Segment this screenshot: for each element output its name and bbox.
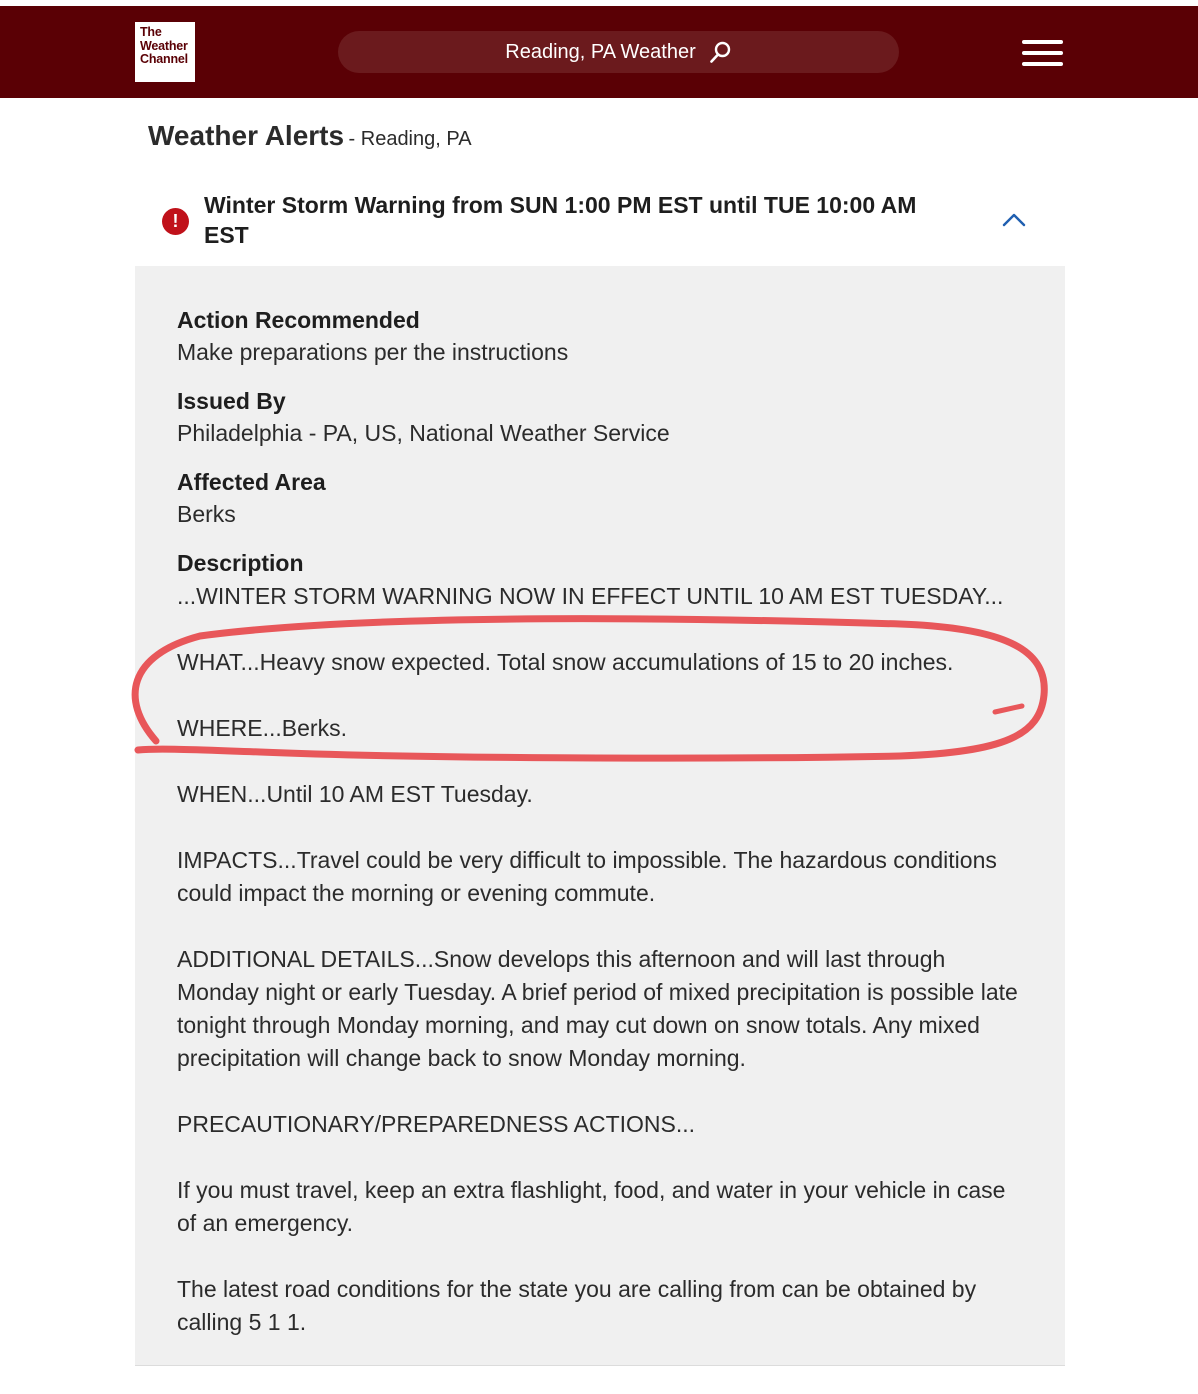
search-icon	[708, 40, 732, 64]
description-body	[177, 580, 1027, 1372]
weather-channel-logo[interactable]	[135, 22, 195, 82]
field-affected-area	[177, 466, 1017, 531]
description-paragraph: WHAT...Heavy snow expected. Total snow accumulations of 15 to 20 inches.	[177, 649, 954, 675]
page-subtitle: - Reading, PA	[348, 128, 472, 150]
alert-exclamation-icon: !	[162, 208, 189, 235]
field-value: Berks	[177, 501, 236, 527]
field-description	[177, 547, 1017, 579]
logo-line: Weather	[140, 38, 188, 53]
field-value: Make preparations per the instructions	[177, 339, 569, 365]
alert-details-panel	[135, 266, 1065, 1366]
logo-line: The	[140, 25, 162, 39]
description-paragraph: If you must travel, keep an extra flashlight, food, and water in your vehicle in case of an emergency.	[177, 1177, 1006, 1236]
field-label: Issued By	[177, 388, 286, 414]
description-paragraph: WHERE...Berks.	[177, 715, 347, 741]
chevron-up-icon[interactable]	[1001, 210, 1027, 228]
hamburger-menu-icon[interactable]	[1022, 40, 1064, 70]
logo-line: Channel	[140, 52, 188, 66]
description-paragraph: ...WINTER STORM WARNING NOW IN EFFECT UNTIL 10 AM EST TUESDAY...	[177, 583, 1004, 609]
field-action-recommended	[177, 304, 1017, 369]
alert-header-toggle[interactable]	[135, 182, 1065, 266]
alert-title: Winter Storm Warning from SUN 1:00 PM EST until TUE 10:00 AM EST	[204, 192, 917, 248]
page-title-text: Weather Alerts	[148, 120, 345, 151]
field-value: Philadelphia - PA, US, National Weather Service	[177, 420, 670, 446]
description-paragraph: PRECAUTIONARY/PREPAREDNESS ACTIONS...	[177, 1111, 696, 1137]
description-paragraph: WHEN...Until 10 AM EST Tuesday.	[177, 781, 533, 807]
field-issued-by	[177, 385, 1017, 450]
site-header	[0, 6, 1198, 98]
field-label: Affected Area	[177, 469, 326, 495]
location-search-button[interactable]	[338, 31, 899, 73]
description-paragraph: IMPACTS...Travel could be very difficult to impossible. The hazardous conditions could impact the morning or evening commute.	[177, 847, 997, 906]
field-label: Description	[177, 550, 304, 576]
description-paragraph: ADDITIONAL DETAILS...Snow develops this afternoon and will last through Monday night or early Tuesday. A brief period of mixed precipitation is possible late tonight through Monday morning, and may cut down on snow totals. Any mixed precipitation will change back to snow Monday morning.	[177, 946, 1018, 1071]
page-title	[148, 120, 472, 152]
search-label: Reading, PA Weather	[505, 40, 696, 63]
field-label: Action Recommended	[177, 307, 420, 333]
description-paragraph: The latest road conditions for the state you are calling from can be obtained by calling 5 1 1.	[177, 1276, 977, 1335]
